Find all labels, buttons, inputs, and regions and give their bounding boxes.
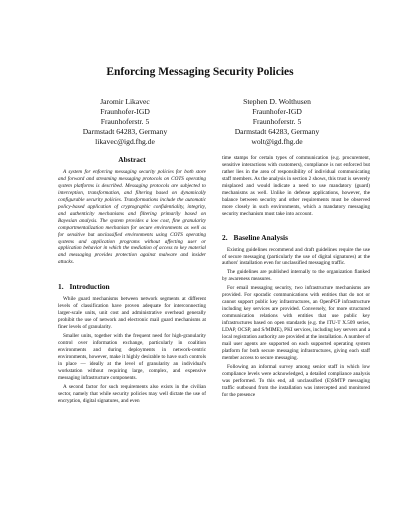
intro-paragraph-3: A second factor for such requirements also exists in the civilian sector, namely that while security policies may well dictate the use of encryption, digital signatures, and even xyxy=(58,383,206,404)
section-title: Baseline Analysis xyxy=(233,232,288,242)
section-heading-introduction xyxy=(58,282,206,291)
abstract-heading: Abstract xyxy=(118,155,146,164)
baseline-paragraph-4: Following an informal survey among senior staff in which low compliance levels were acknowledged, a detailed compliance analysis was performed. To this end, all unclassified (E)SMTP messaging traffic outbound from the installation was intercepted and monitored for the presence xyxy=(222,363,370,398)
abstract-text: A system for enforcing messaging security policies for both store and forward and streaming messaging protocols on COTS operating system platforms is described. Messaging protocols are subjected to interception, transformation, and filtering based on dynamically configurable security policies. Transformations include the automatic policy-based application of cryptographic confidentiality, integrity, and authenticity mechanisms and filtering primarily based on Bayesian analysis. The system provides a low cost, fine granularity compartmentalization mechanism for secure environments as well as for sensitive but unclassified environments using COTS operating systems and application programs without affecting user or application behavior in which the mediation of access to key material and messaging provides protection against malware and insider attacks. xyxy=(58,169,206,266)
intro-paragraph-1: While guard mechanisms between network segments at different levels of classification have proven adequate for interconnecting larger-scale units, unit cost and administrative overhead generally prohibit the use of network and electronic mail guard mechanisms at finer levels of granularity. xyxy=(58,296,206,331)
paper-title: Enforcing Messaging Security Policies xyxy=(106,66,294,78)
author-affiliation: Fraunhofer-IGD xyxy=(252,107,302,116)
intro-continuation: time stamps for certain types of communication (e.g. procurement, sensitive interactions with customers), compliance is not enforced but rather lies in the area of responsibility of individual communicating staff members. As the analysis in section 2 shows, this trust is severely misplaced and would indicate a need to use mandatory (guard) mechanisms as well. Unlike in defense applications, however, the balance between security and other requirements must be observed more closely in such environments, which a mandatory messaging security mechanism must take into account. xyxy=(222,155,370,217)
baseline-paragraph-3: For email messaging security, two infrastructure mechanisms are provided. For sporadic communications with entities that do not or cannot support public key infrastructures, an OpenPGP infrastructure including key services are provided. Conversely, for more structured communication relations with entities that use public key infrastructures based on open standards (e.g. the ITU-T X.509 series, LDAP, OCSP, and S/MIME), PKI services, including key servers and a local registration authority are provided at the installation. A number of mail user agents are supported on each supported operating system platform for both secure messaging infrastructures, giving each staff member access to secure messaging. xyxy=(222,285,370,361)
right-column xyxy=(222,155,370,401)
left-column xyxy=(58,155,206,407)
baseline-paragraph-2: The guidelines are published internally to the organization flanked by awareness measures. xyxy=(222,269,370,283)
baseline-paragraph-1: Existing guidelines recommend and draft guidelines require the use of secure messaging (particularly the use of digital signatures) at the authors' installation even for unclassified messaging traffic. xyxy=(222,246,370,267)
author-email: wolt@igd.fhg.de xyxy=(251,137,303,146)
author-email: likavec@igd.fhg.de xyxy=(95,137,155,146)
author-street: Fraunhoferstr. 5 xyxy=(100,117,150,126)
section-number: 1. xyxy=(58,282,64,292)
author-city: Darmstadt 64283, Germany xyxy=(234,127,320,136)
section-heading-baseline-analysis xyxy=(222,233,370,242)
author-block-2 xyxy=(192,97,362,147)
section-number: 2. xyxy=(222,232,228,242)
author-affiliation: Fraunhofer-IGD xyxy=(100,107,150,116)
author-name: Jaromir Likavec xyxy=(100,97,150,106)
author-block-1 xyxy=(40,97,210,147)
section-title: Introduction xyxy=(69,282,110,292)
intro-paragraph-2: Smaller units, together with the frequent need for high-granularity control over information exchange, particularly in coalition environments and during deployments in network-centric environments, however, make it highly desirable to have such controls in place — ideally at the level of granularity an individual's workstation without requiring large, complex, and expensive messaging infrastructure components. xyxy=(58,333,206,381)
author-city: Darmstadt 64283, Germany xyxy=(82,127,168,136)
author-name: Stephen D. Wolthusen xyxy=(243,97,311,106)
author-street: Fraunhoferstr. 5 xyxy=(252,117,302,126)
